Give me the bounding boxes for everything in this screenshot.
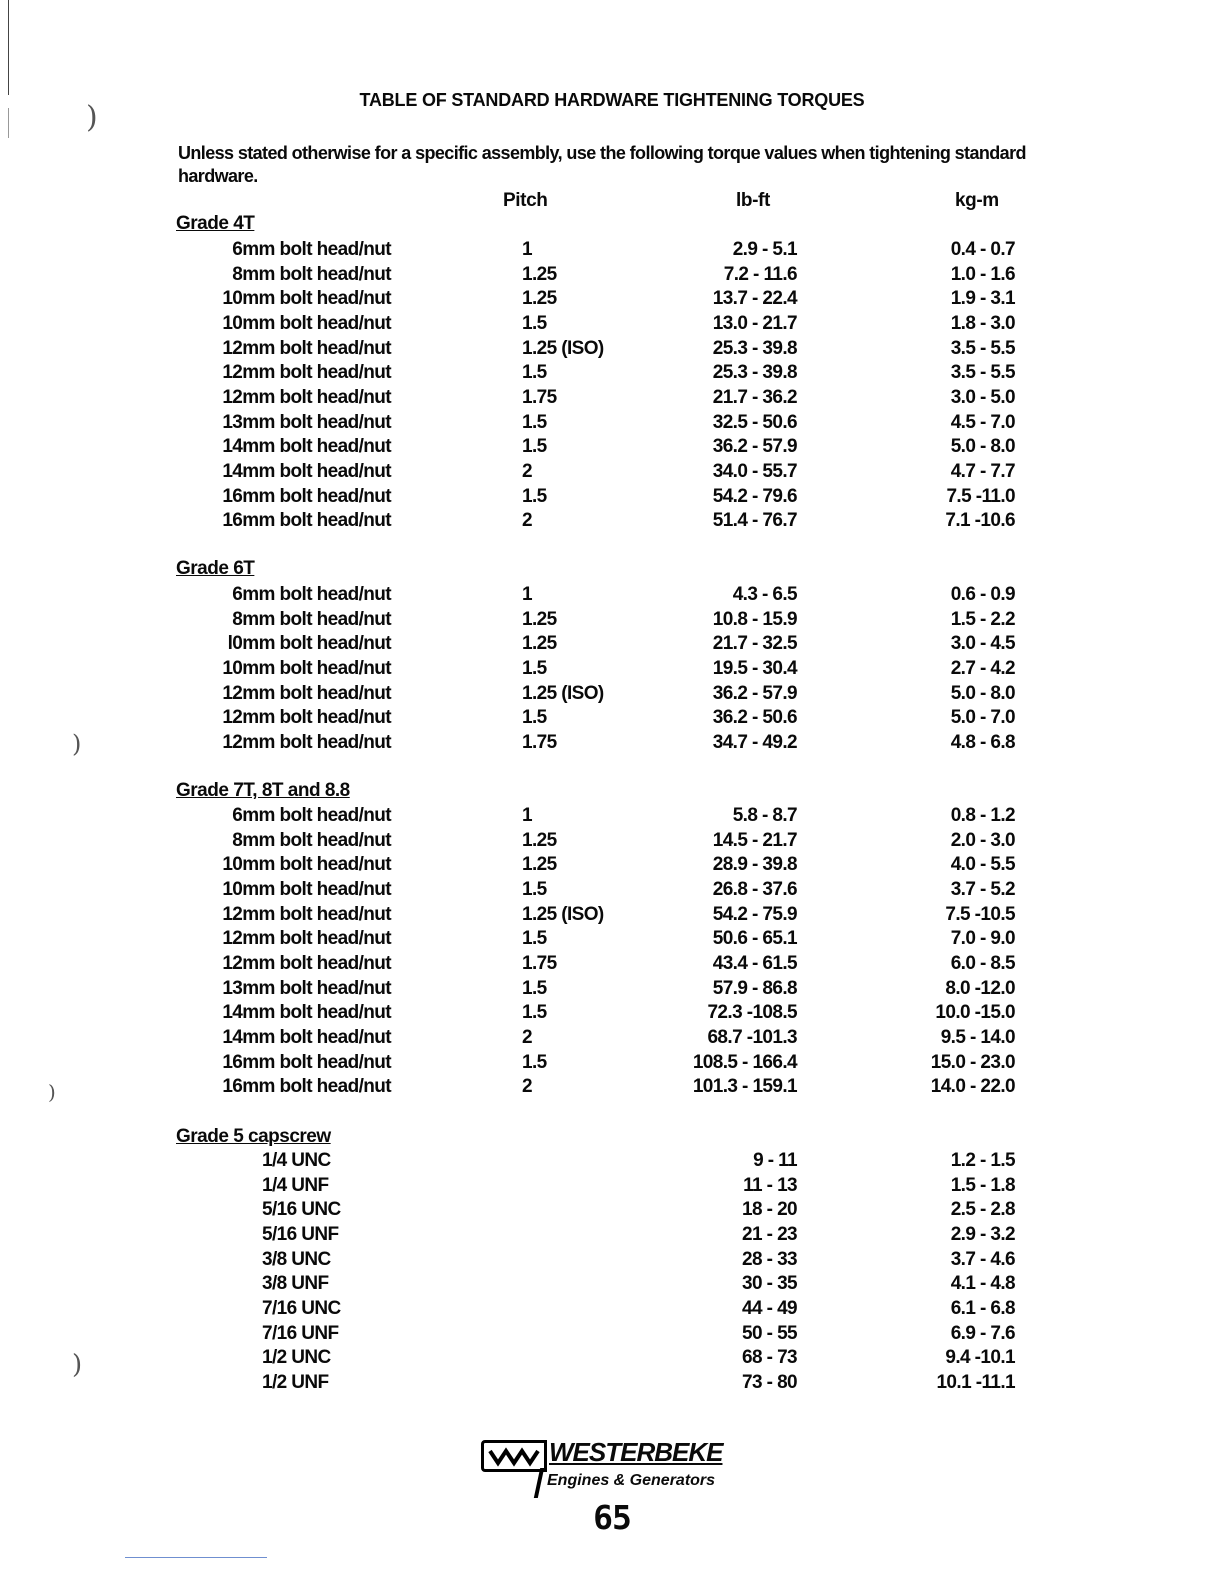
bolt-size-cell: 5/16 UNF (262, 1223, 339, 1245)
table-row (0, 1371, 1224, 1396)
kgm-cell: 9.4 -10.1 (945, 1347, 1015, 1369)
lbft-cell: 30 - 35 (742, 1273, 797, 1295)
lbft-cell: 36.2 - 57.9 (712, 436, 797, 458)
scan-edge-line (8, 0, 9, 95)
kgm-cell: 5.0 - 8.0 (950, 682, 1015, 704)
kgm-cell: 0.4 - 0.7 (950, 239, 1015, 260)
lbft-cell: 54.2 - 75.9 (712, 903, 797, 925)
lbft-cell: 7.2 - 11.6 (723, 263, 797, 285)
table-row (0, 977, 1224, 1002)
pitch-cell: 1.25 (522, 263, 557, 285)
kgm-cell: 3.0 - 5.0 (950, 386, 1015, 408)
table-row (0, 583, 1224, 608)
bolt-size-cell: 1/4 UNF (262, 1174, 329, 1196)
bolt-size-cell: 10mm bolt head/nut (222, 854, 391, 876)
logo-tagline: Engines & Generators (547, 1472, 716, 1489)
kgm-cell: 4.5 - 7.0 (950, 411, 1015, 433)
kgm-cell: 3.0 - 4.5 (950, 633, 1015, 655)
lbft-cell: 18 - 20 (742, 1199, 797, 1221)
bolt-size-cell: 1/2 UNF (262, 1371, 329, 1393)
kgm-cell: 6.9 - 7.6 (950, 1322, 1015, 1344)
lbft-cell: 108.5 - 166.4 (692, 1051, 797, 1073)
kgm-cell: 8.0 -12.0 (945, 977, 1015, 999)
pitch-cell: 1.5 (522, 657, 547, 679)
westerbeke-logo (479, 1437, 749, 1500)
table-row (0, 312, 1224, 337)
w-wave-icon (484, 1443, 544, 1469)
lbft-cell: 5.8 - 8.7 (732, 805, 797, 826)
lbft-cell: 32.5 - 50.6 (712, 411, 797, 433)
lbft-cell: 25.3 - 39.8 (712, 337, 797, 359)
pitch-cell: 1.25 (522, 829, 557, 851)
table-row (0, 927, 1224, 952)
pitch-cell: 2 (522, 1026, 532, 1048)
table-row (0, 657, 1224, 682)
lbft-cell: 73 - 80 (742, 1371, 797, 1393)
pitch-cell: 1.5 (522, 707, 547, 729)
table-row (0, 287, 1224, 312)
lbft-cell: 13.7 - 22.4 (712, 288, 797, 310)
table-row (0, 435, 1224, 460)
lbft-cell: 36.2 - 57.9 (712, 682, 797, 704)
table-row (0, 1001, 1224, 1026)
kgm-cell: 5.0 - 8.0 (950, 436, 1015, 458)
column-header-kgm: kg-m (955, 190, 999, 211)
pitch-cell: 1.5 (522, 436, 547, 458)
bolt-size-cell: 12mm bolt head/nut (222, 952, 391, 974)
lbft-cell: 50.6 - 65.1 (712, 928, 797, 950)
table-row (0, 1248, 1224, 1273)
table-row (0, 485, 1224, 510)
bolt-size-cell: 3/8 UNF (262, 1273, 329, 1295)
table-row (0, 1075, 1224, 1100)
bolt-size-cell: 16mm bolt head/nut (222, 1076, 391, 1098)
kgm-cell: 7.5 -10.5 (945, 903, 1015, 925)
pitch-cell: 2 (522, 1076, 532, 1098)
pitch-cell: 1.75 (522, 731, 557, 753)
pitch-cell: 1.5 (522, 1002, 547, 1024)
pitch-cell: 1.5 (522, 485, 547, 507)
kgm-cell: 4.7 - 7.7 (950, 460, 1015, 482)
bolt-size-cell: 10mm bolt head/nut (222, 878, 391, 900)
pitch-cell: 1 (522, 805, 532, 826)
scan-artifact-mark: ) (48, 1080, 56, 1104)
pitch-cell: 1.25 (522, 608, 557, 630)
bolt-size-cell: 12mm bolt head/nut (222, 928, 391, 950)
lbft-cell: 44 - 49 (742, 1297, 797, 1319)
bolt-size-cell: 6mm bolt head/nut (232, 239, 391, 260)
pitch-cell: 1.5 (522, 312, 547, 334)
table-row (0, 1174, 1224, 1199)
pitch-cell: 1.25 (ISO) (522, 682, 604, 704)
bolt-size-cell: 12mm bolt head/nut (222, 362, 391, 384)
kgm-cell: 7.1 -10.6 (945, 510, 1015, 532)
bolt-size-cell: 6mm bolt head/nut (232, 805, 391, 826)
bolt-size-cell: 8mm bolt head/nut (232, 829, 391, 851)
pitch-cell: 1.75 (522, 952, 557, 974)
scan-artifact-mark: ) (86, 100, 98, 135)
table-row (0, 804, 1224, 829)
kgm-cell: 2.9 - 3.2 (950, 1223, 1015, 1245)
lbft-cell: 57.9 - 86.8 (712, 977, 797, 999)
kgm-cell: 1.5 - 1.8 (950, 1174, 1015, 1196)
lbft-cell: 28.9 - 39.8 (712, 854, 797, 876)
table-row (0, 263, 1224, 288)
table-row (0, 829, 1224, 854)
bolt-size-cell: 12mm bolt head/nut (222, 682, 391, 704)
table-row (0, 1297, 1224, 1322)
pitch-cell: 2 (522, 510, 532, 532)
pitch-cell: 1.25 (ISO) (522, 903, 604, 925)
scan-edge-line (8, 108, 9, 138)
kgm-cell: 1.9 - 3.1 (950, 288, 1015, 310)
kgm-cell: 3.5 - 5.5 (950, 337, 1015, 359)
logo-wordmark: WESTERBEKE (549, 1437, 723, 1467)
table-row (0, 1322, 1224, 1347)
bolt-size-cell: 16mm bolt head/nut (222, 485, 391, 507)
lbft-cell: 14.5 - 21.7 (712, 829, 797, 851)
table-row (0, 386, 1224, 411)
lbft-cell: 25.3 - 39.8 (712, 362, 797, 384)
kgm-cell: 0.8 - 1.2 (950, 805, 1015, 826)
lbft-cell: 50 - 55 (742, 1322, 797, 1344)
section-title: Grade 7T, 8T and 8.8 (176, 780, 350, 801)
table-row (0, 460, 1224, 485)
table-row (0, 706, 1224, 731)
lbft-cell: 21 - 23 (742, 1223, 797, 1245)
lbft-cell: 36.2 - 50.6 (712, 707, 797, 729)
pitch-cell: 1 (522, 584, 532, 605)
lbft-cell: 72.3 -108.5 (707, 1002, 797, 1024)
bolt-size-cell: 10mm bolt head/nut (222, 312, 391, 334)
lbft-cell: 54.2 - 79.6 (712, 485, 797, 507)
table-row (0, 903, 1224, 928)
logo-emblem-icon (481, 1440, 547, 1472)
kgm-cell: 3.7 - 4.6 (950, 1248, 1015, 1270)
kgm-cell: 4.1 - 4.8 (950, 1273, 1015, 1295)
bolt-size-cell: l0mm bolt head/nut (227, 633, 391, 655)
kgm-cell: 2.0 - 3.0 (950, 829, 1015, 851)
pitch-cell: 1.5 (522, 878, 547, 900)
lbft-cell: 43.4 - 61.5 (712, 952, 797, 974)
pitch-cell: 1.5 (522, 928, 547, 950)
table-row (0, 1272, 1224, 1297)
kgm-cell: 5.0 - 7.0 (950, 707, 1015, 729)
bolt-size-cell: 16mm bolt head/nut (222, 1051, 391, 1073)
table-row (0, 337, 1224, 362)
table-row (0, 608, 1224, 633)
bolt-size-cell: 13mm bolt head/nut (222, 977, 391, 999)
column-header-pitch: Pitch (503, 190, 548, 211)
bolt-size-cell: 1/2 UNC (262, 1347, 331, 1369)
table-row (0, 853, 1224, 878)
table-row (0, 238, 1224, 263)
kgm-cell: 2.7 - 4.2 (950, 657, 1015, 679)
section-title: Grade 5 capscrew (176, 1126, 331, 1147)
lbft-cell: 28 - 33 (742, 1248, 797, 1270)
table-row (0, 1346, 1224, 1371)
kgm-cell: 1.2 - 1.5 (950, 1150, 1015, 1171)
kgm-cell: 4.8 - 6.8 (950, 731, 1015, 753)
lbft-cell: 9 - 11 (753, 1150, 797, 1171)
table-row (0, 1026, 1224, 1051)
footer-rule (125, 1557, 267, 1558)
bolt-size-cell: 10mm bolt head/nut (222, 288, 391, 310)
bolt-size-cell: 14mm bolt head/nut (222, 460, 391, 482)
table-row (0, 509, 1224, 534)
bolt-size-cell: 12mm bolt head/nut (222, 731, 391, 753)
pitch-cell: 1.25 (ISO) (522, 337, 604, 359)
pitch-cell: 1.5 (522, 411, 547, 433)
kgm-cell: 1.8 - 3.0 (950, 312, 1015, 334)
kgm-cell: 15.0 - 23.0 (930, 1051, 1015, 1073)
kgm-cell: 7.0 - 9.0 (950, 928, 1015, 950)
bolt-size-cell: 12mm bolt head/nut (222, 707, 391, 729)
pitch-cell: 1.25 (522, 633, 557, 655)
bolt-size-cell: 14mm bolt head/nut (222, 1002, 391, 1024)
table-row (0, 731, 1224, 756)
table-row (0, 878, 1224, 903)
lbft-cell: 34.0 - 55.7 (712, 460, 797, 482)
table-row (0, 1223, 1224, 1248)
bolt-size-cell: 6mm bolt head/nut (232, 584, 391, 605)
bolt-size-cell: 13mm bolt head/nut (222, 411, 391, 433)
pitch-cell: 1.75 (522, 386, 557, 408)
table-row (0, 1149, 1224, 1174)
bolt-size-cell: 1/4 UNC (262, 1150, 331, 1171)
kgm-cell: 1.0 - 1.6 (950, 263, 1015, 285)
pitch-cell: 1.25 (522, 288, 557, 310)
table-row (0, 682, 1224, 707)
kgm-cell: 7.5 -11.0 (946, 485, 1015, 507)
kgm-cell: 0.6 - 0.9 (950, 584, 1015, 605)
lbft-cell: 11 - 13 (743, 1174, 797, 1196)
bolt-size-cell: 14mm bolt head/nut (222, 1026, 391, 1048)
pitch-cell: 1.5 (522, 1051, 547, 1073)
lbft-cell: 19.5 - 30.4 (712, 657, 797, 679)
table-row (0, 1198, 1224, 1223)
table-row (0, 361, 1224, 386)
bolt-size-cell: 12mm bolt head/nut (222, 337, 391, 359)
bolt-size-cell: 5/16 UNC (262, 1199, 341, 1221)
kgm-cell: 10.0 -15.0 (935, 1002, 1015, 1024)
lbft-cell: 68 - 73 (742, 1347, 797, 1369)
lbft-cell: 2.9 - 5.1 (732, 239, 797, 260)
bolt-size-cell: 7/16 UNF (262, 1322, 339, 1344)
kgm-cell: 10.1 -11.1 (936, 1371, 1015, 1393)
section-title: Grade 4T (176, 213, 255, 234)
bolt-size-cell: 3/8 UNC (262, 1248, 331, 1270)
pitch-cell: 1 (522, 239, 532, 260)
kgm-cell: 3.7 - 5.2 (950, 878, 1015, 900)
lbft-cell: 68.7 -101.3 (707, 1026, 797, 1048)
lbft-cell: 34.7 - 49.2 (712, 731, 797, 753)
lbft-cell: 51.4 - 76.7 (712, 510, 797, 532)
lbft-cell: 4.3 - 6.5 (732, 584, 797, 605)
lbft-cell: 26.8 - 37.6 (712, 878, 797, 900)
bolt-size-cell: 10mm bolt head/nut (222, 657, 391, 679)
bolt-size-cell: 8mm bolt head/nut (232, 608, 391, 630)
lbft-cell: 21.7 - 32.5 (712, 633, 797, 655)
kgm-cell: 2.5 - 2.8 (950, 1199, 1015, 1221)
scan-artifact-mark: ) (72, 1350, 83, 1380)
lbft-cell: 101.3 - 159.1 (692, 1076, 797, 1098)
kgm-cell: 6.0 - 8.5 (950, 952, 1015, 974)
table-row (0, 1051, 1224, 1076)
bolt-size-cell: 16mm bolt head/nut (222, 510, 391, 532)
kgm-cell: 1.5 - 2.2 (950, 608, 1015, 630)
kgm-cell: 3.5 - 5.5 (950, 362, 1015, 384)
table-row (0, 411, 1224, 436)
pitch-cell: 1.5 (522, 977, 547, 999)
lbft-cell: 21.7 - 36.2 (712, 386, 797, 408)
lbft-cell: 13.0 - 21.7 (712, 312, 797, 334)
pitch-cell: 2 (522, 460, 532, 482)
kgm-cell: 9.5 - 14.0 (940, 1026, 1015, 1048)
section-title: Grade 6T (176, 558, 255, 579)
kgm-cell: 4.0 - 5.5 (950, 854, 1015, 876)
lbft-cell: 10.8 - 15.9 (712, 608, 797, 630)
bolt-size-cell: 12mm bolt head/nut (222, 903, 391, 925)
bolt-size-cell: 12mm bolt head/nut (222, 386, 391, 408)
bolt-size-cell: 14mm bolt head/nut (222, 436, 391, 458)
kgm-cell: 6.1 - 6.8 (950, 1297, 1015, 1319)
table-row (0, 952, 1224, 977)
table-row (0, 632, 1224, 657)
pitch-cell: 1.5 (522, 362, 547, 384)
bolt-size-cell: 8mm bolt head/nut (232, 263, 391, 285)
page-number: 65 (593, 1498, 631, 1537)
kgm-cell: 14.0 - 22.0 (930, 1076, 1015, 1098)
scan-artifact-mark: ) (72, 730, 82, 758)
column-header-lbft: lb-ft (736, 190, 770, 211)
bolt-size-cell: 7/16 UNC (262, 1297, 341, 1319)
page-title: TABLE OF STANDARD HARDWARE TIGHTENING TORQUES (359, 90, 865, 110)
pitch-cell: 1.25 (522, 854, 557, 876)
intro-paragraph: Unless stated otherwise for a specific assembly, use the following torque values when tightening standard hardware. (178, 143, 1026, 186)
